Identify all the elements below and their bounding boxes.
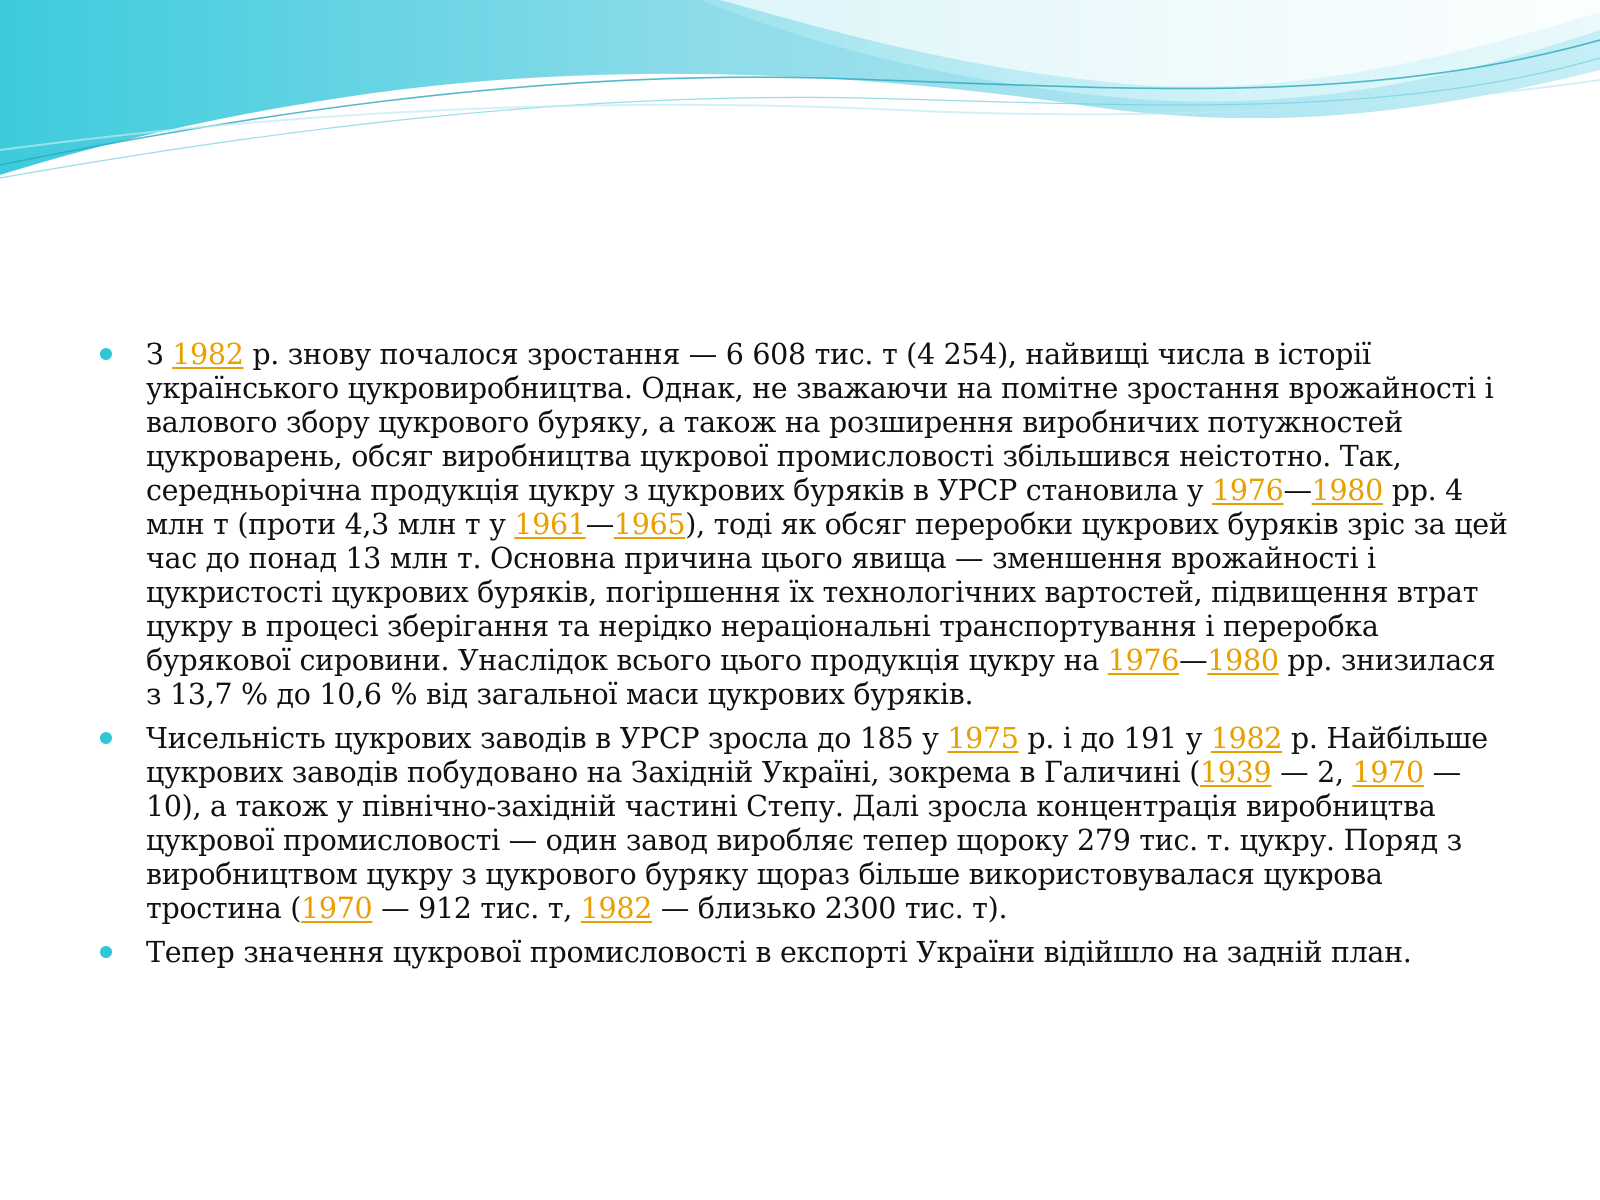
year-link-1965[interactable]: 1965 — [613, 508, 686, 541]
bullet-dot-icon — [100, 732, 112, 744]
year-link-1980[interactable]: 1980 — [1207, 644, 1279, 677]
bullet-list — [98, 338, 1518, 970]
text-segment: Чисельність цукрових заводів в УРСР зросла до 185 у — [146, 722, 948, 755]
year-link-1975[interactable]: 1975 — [947, 722, 1019, 755]
year-link-1961[interactable]: 1961 — [514, 508, 586, 541]
text-segment: Тепер значення цукрової промисловості в експорті України відійшло на задній план. — [146, 936, 1412, 969]
bullet-dot-icon — [100, 348, 112, 360]
text-segment: — — [1283, 474, 1312, 507]
year-link-1976[interactable]: 1976 — [1107, 644, 1180, 677]
wave-decoration — [0, 0, 1600, 200]
bullet-item-1 — [98, 338, 1518, 712]
year-link-1970[interactable]: 1970 — [1352, 756, 1424, 789]
year-link-1939[interactable]: 1939 — [1200, 756, 1272, 789]
text-segment: — 912 тис. т, — [372, 892, 581, 925]
text-segment: р. Найбільше цукрових заводів побудовано на Західній Україні, зокрема в Галичині ( — [146, 722, 1488, 789]
text-segment: р. і до 191 у — [1018, 722, 1211, 755]
year-link-1982[interactable]: 1982 — [172, 338, 244, 371]
year-link-1980[interactable]: 1980 — [1311, 474, 1383, 507]
text-segment: рр. знизилася з 13,7 % до 10,6 % від загальної маси цукрових буряків. — [146, 644, 1496, 711]
text-segment: — 10), а також у північно-західній частині Степу. Далі зросла концентрація виробництва цукрової промисловості — один завод виробляє тепер щороку 279 тис. т. цукру. Поряд з виробництвом цукру з цукрового буряку щораз більше використовувалася цукрова тростина ( — [146, 756, 1462, 925]
year-link-1982[interactable]: 1982 — [1210, 722, 1283, 755]
bullet-item-3 — [98, 936, 1518, 970]
text-segment: — — [1179, 644, 1208, 677]
text-segment: З — [146, 338, 173, 371]
bullet-item-2 — [98, 722, 1518, 926]
text-segment: — — [585, 508, 614, 541]
text-segment: — близько 2300 тис. т). — [652, 892, 1008, 925]
year-link-1976[interactable]: 1976 — [1212, 474, 1284, 507]
text-segment: р. знову почалося зростання — 6 608 тис. т (4 254), найвищі числа в історії українського цукровиробництва. Однак, не зважаючи на помітне зростання врожайності і валового збору цукрового буряку, а також на розширення виробничих потужностей цукроварень, обсяг виробництва цукрової промисловості збільшився неістотно. Так, середньорічна продукція цукру з цукрових буряків в УРСР становила у — [146, 338, 1494, 507]
text-segment: — 2, — [1271, 756, 1353, 789]
year-link-1982[interactable]: 1982 — [580, 892, 653, 925]
slide-content — [98, 338, 1518, 980]
text-segment: ), тоді як обсяг переробки цукрових буряків зріс за цей час до понад 13 млн т. Основна причина цього явища — зменшення врожайності і цукристості цукрових буряків, погіршення їх технологічних вартостей, підвищення втрат цукру в процесі зберігання та нерідко нераціональні транспортування і переробка бурякової сировини. Унаслідок всього цього продукція цукру на — [146, 508, 1508, 677]
year-link-1970[interactable]: 1970 — [301, 892, 373, 925]
text-segment: рр. 4 млн т (проти 4,3 млн т у — [146, 474, 1463, 541]
bullet-dot-icon — [100, 946, 112, 958]
